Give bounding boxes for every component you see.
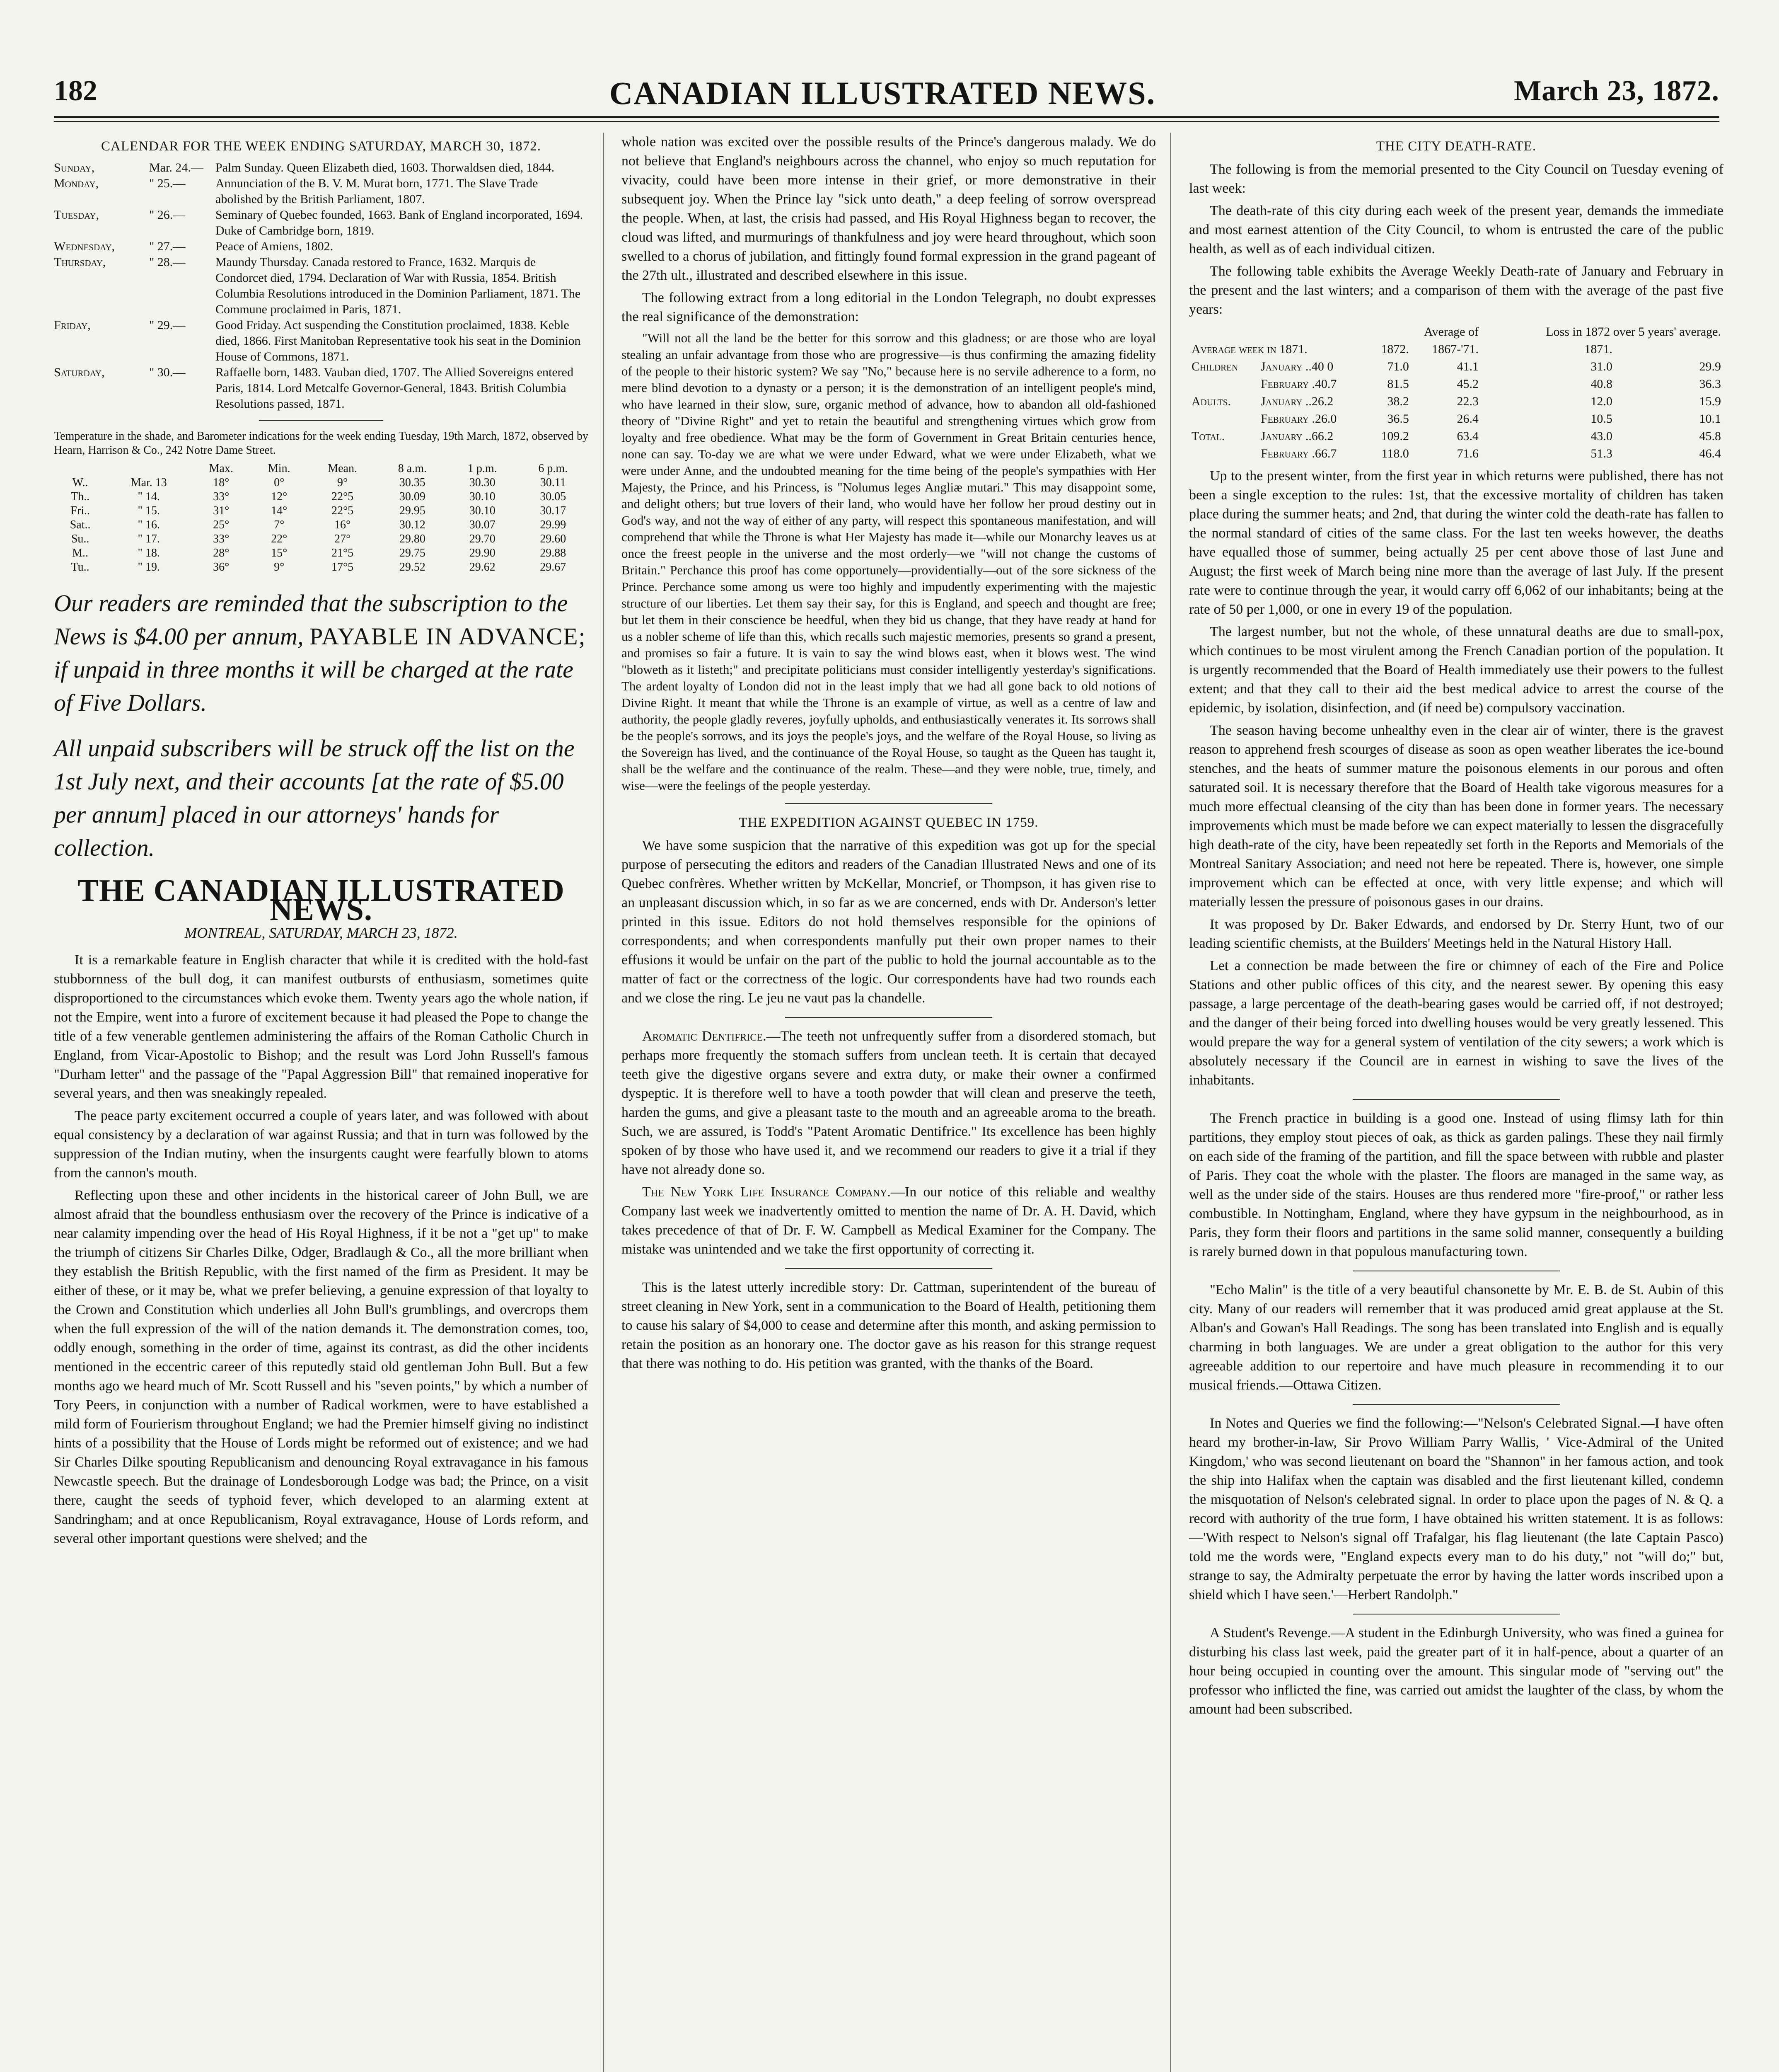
calendar-row [54, 317, 588, 365]
table-cell: January ..40 0 [1261, 360, 1334, 373]
calendar-day: Friday, [54, 318, 91, 332]
calendar-row [54, 160, 588, 176]
table-cell: 30.07 [469, 518, 496, 531]
table-cell: 36.5 [1387, 412, 1409, 426]
column-header: 1 p.m. [467, 462, 497, 475]
table-cell: Mar. 13 [131, 476, 167, 489]
table-cell: Tu.. [71, 561, 89, 574]
section-divider [259, 420, 383, 421]
table-cell: 15.9 [1699, 395, 1721, 408]
section-divider [785, 803, 992, 804]
table-cell: 12.0 [1590, 395, 1612, 408]
table-cell [1189, 375, 1258, 393]
calendar-date: " 25.— [149, 177, 186, 190]
table-cell: 22.3 [1457, 395, 1479, 408]
calendar-event: Annunciation of the B. V. M. Murat born, 1771. The Slave Trade abolished by the British Parliament, 1807. [215, 177, 538, 206]
table-header-row [1189, 341, 1723, 358]
calendar-heading: CALENDAR FOR THE WEEK ENDING SATURDAY, MARCH 30, 1872. [101, 139, 541, 154]
table-cell: 33° [213, 490, 230, 503]
calendar-day: Saturday, [54, 366, 105, 379]
column-header: Mean. [328, 462, 357, 475]
table-cell: " 15. [138, 504, 160, 517]
table-cell: 45.8 [1699, 429, 1721, 443]
table-cell: 29.67 [540, 561, 566, 574]
section-divider [1353, 1404, 1560, 1405]
calendar-event: Peace of Amiens, 1802. [215, 240, 334, 253]
table-cell: 30.11 [540, 476, 566, 489]
table-cell: 40.8 [1590, 377, 1612, 391]
table-cell: 41.1 [1457, 360, 1479, 373]
paragraph: The following table exhibits the Average Weekly Death-rate of January and February in the present and the last winters; and a comparison of them with the average of the past five years: [1189, 264, 1723, 317]
column-3 [1189, 133, 1723, 1722]
table-cell: 29.80 [399, 533, 425, 545]
table-cell: 12° [271, 490, 288, 503]
table-cell: 9° [337, 476, 348, 489]
table-cell: 7° [274, 518, 285, 531]
paragraph: "Echo Malin" is the title of a very beautiful chansonette by Mr. E. B. de St. Aubin of this city. Many of our readers will remember that it was produced amid great applause at the St. Alban's and Gowan's Hall Readings. The song has been translated into English and is equally charming in both languages. We are under a great obligation to the author for this very agreeable addition to our repertoire and have much pleasure in recommending it to our musical friends.—Ottawa Citizen. [1189, 1282, 1723, 1393]
table-cell: 30.12 [399, 518, 425, 531]
editorial-title: THE CANADIAN ILLUSTRATED NEWS. [77, 873, 565, 927]
paragraph: The following is from the memorial presented to the City Council on Tuesday evening of last week: [1189, 162, 1723, 196]
table-row [54, 532, 588, 546]
table-cell: 30.09 [399, 490, 425, 503]
table-cell: 109.2 [1381, 429, 1409, 443]
table-cell: 81.5 [1387, 377, 1409, 391]
table-cell: 9° [274, 561, 285, 574]
page-number: 182 [54, 75, 97, 107]
table-cell: 30.35 [399, 476, 425, 489]
column-divider [1170, 133, 1171, 2072]
table-cell: 10.5 [1590, 412, 1612, 426]
table-cell: 27° [334, 533, 351, 545]
table-cell: 30.17 [540, 504, 566, 517]
calendar-event: Good Friday. Act suspending the Constitution proclaimed, 1838. Keble died, 1866. First Manitoban Representative took his seat in the Dominion House of Commons, 1871. [215, 318, 581, 363]
notice-text: if unpaid in three months it will be charged at the rate of Five Dollars. [54, 656, 573, 716]
calendar-event: Raffaelle born, 1483. Vauban died, 1707. The Allied Sovereigns entered Paris, 1814. Lord Metcalfe Governor-General, 1843. British Columbia Resolutions passed, 1871. [215, 366, 573, 411]
table-cell: Adults. [1192, 395, 1231, 408]
calendar-event: Seminary of Quebec founded, 1663. Bank of England incorporated, 1694. Duke of Cambridge born, 1819. [215, 208, 583, 237]
table-cell: 29.75 [399, 547, 425, 559]
table-cell: 31.0 [1590, 360, 1612, 373]
table-cell: Total. [1192, 429, 1225, 443]
table-cell: 14° [271, 504, 288, 517]
death-rate-heading: THE CITY DEATH-RATE. [1376, 139, 1537, 154]
table-cell: 118.0 [1381, 447, 1409, 460]
paragraph: In Notes and Queries we find the following:—"Nelson's Celebrated Signal.—I have often heard my brother-in-law, Sir Provo William Parry Wallis, ' Vice-Admiral of the United Kingdom,' who was second lieutenant on board the "Shannon" in her famous action, and took the ship into Halifax when the captain was disabled and the first lieutenant killed, condemn the misquotation of Nelson's celebrated signal. In order to place upon the pages of N. & Q. a record with authority of the true form, I have obtained his written statement. It is as follows:—'With respect to Nelson's signal off Trafalgar, his flag lieutenant (the late Captain Pasco) told me the words were, "England expects every man to do his duty," not "will do;" but, strange to say, the Admiralty perpetuate the error by having the latter words inscribed upon a shield which I have seen.'—Herbert Randolph." [1189, 1416, 1723, 1602]
calendar-row [54, 239, 588, 254]
table-cell: 29.90 [469, 547, 496, 559]
table-row [54, 546, 588, 560]
column-header: 1872. [1381, 342, 1409, 356]
paragraph: The largest number, but not the whole, of these unnatural deaths are due to small-pox, which continues to be most virulent among the French Canadian portion of the population. It is urgently recommended that the Board of Health immediately use their powers to the fullest extent; and that they call to their aid the best medical advice to arrest the course of the epidemic, by isolation, disinfection, and (if need be) compulsory vaccination. [1189, 624, 1723, 716]
table-cell: Fri.. [70, 504, 90, 517]
item-text: —The teeth not unfrequently suffer from a disordered stomach, but perhaps more frequently the stomach suffers from unclean teeth. It is certain that decayed teeth give the digestive organs severe and extra duty, or make their owner a confirmed dyspeptic. It is therefore well to have a tooth powder that will clean and preserve the teeth, harden the gums, and give a pleasant taste to the mouth and an agreeable aroma to the breath. Such, we are assured, is Todd's "Patent Aromatic Dentifrice." Its excellence has been highly spoken of by those who have used it, and we recommend our readers to give it a trial if they have not already done so. [621, 1029, 1156, 1177]
issue-date: March 23, 1872. [1514, 75, 1719, 107]
table-cell: 43.0 [1590, 429, 1612, 443]
table-cell: 30.10 [469, 490, 496, 503]
masthead-rule-thin [54, 121, 1719, 122]
newspaper-title: CANADIAN ILLUSTRATED NEWS. [609, 75, 1156, 111]
table-cell: January ..66.2 [1261, 429, 1334, 443]
table-cell: M.. [72, 547, 89, 559]
column-header: Average week in 1871. [1192, 342, 1308, 356]
table-cell: 29.9 [1699, 360, 1721, 373]
paragraph: We have some suspicion that the narrative of this expedition was got up for the special purpose of persecuting the editors and readers of the Canadian Illustrated News and one of its Quebec confrères. Whether written by McKellar, Moncrief, or Thompson, it has given rise to an unpleasant discussion which, in so far as we are concerned, ends with Dr. Anderson's letter printed in this issue. Editors do not hold themselves responsible for the opinions of correspondents; and when correspondents manfully put their own proper names to their effusions it would be unfair on the part of the public to hold the journal accountable as to the matter of fact or the correctness of the logic. Our correspondents have had two rounds each and we close the ring. Le jeu ne vaut pas la chandelle. [621, 838, 1156, 1006]
table-cell: 15° [271, 547, 288, 559]
table-cell: 10.1 [1699, 412, 1721, 426]
table-row [54, 504, 588, 518]
column-divider [603, 133, 604, 2072]
temperature-caption: Temperature in the shade, and Barometer indications for the week ending Tuesday, 19th March, 1872, observed by Hearn, Harrison & Co., 242 Notre Dame Street. [54, 430, 588, 457]
table-cell: Sat.. [70, 518, 91, 531]
calendar-date: " 29.— [149, 318, 186, 332]
column-header: Min. [268, 462, 290, 475]
paragraph: A Student's Revenge.—A student in the Edinburgh University, who was fined a guinea for disturbing his class last week, paid the greater part of it in half-pence, about a quarter of an hour being occupied in counting over the amount. This singular mode of "serving out" the professor who inflicted the fine, was carried out amidst the laughter of the class, by whom the amount had been subscribed. [1189, 1625, 1723, 1717]
table-cell [1189, 410, 1258, 428]
death-rate-table [1189, 323, 1723, 462]
item-lead: Aromatic Dentifrice. [642, 1029, 766, 1044]
table-row [54, 560, 588, 574]
table-cell: 29.62 [469, 561, 496, 574]
paragraph: The season having become unhealthy even in the clear air of winter, there is the gravest reason to apprehend fresh scourges of disease as soon as open weather liberates the ice-bound stenches, and the heats of summer mature the poisonous elements in our porous and often saturated soil. It is necessary therefore that the Board of Health take vigorous measures for a much more effectual cleansing of the city than has been done in former years. The necessary improvements which must be made before we can expect materially to lessen the disgracefully high death-rate of the city, have been repeatedly set forth in the Reports and Memorials of the Montreal Sanitary Association; and need not here be repeated. There is, however, one simple improvement which can be effected at once, with very little expense; and which will materially lessen the pressure of poisonous gases in our drains. [1189, 723, 1723, 910]
paragraph: It is a remarkable feature in English character that while it is credited with the hold-fast stubbornness of the bull dog, it can manifest outbursts of enthusiasm, sometimes quite disproportioned to the circumstances which evoke them. Twenty years ago the whole nation, if not the Empire, went into a furore of excitement because it had pleased the Pope to change the title of a few venerable gentlemen administering the affairs of the Roman Catholic Church in England, from Vicar-Apostolic to Bishop; and the result was Lord John Russell's famous "Durham letter" and the passage of the "Papal Aggression Bill" that remained inoperative for several years, and then was sneakingly repealed. [54, 952, 588, 1101]
table-cell: 29.95 [399, 504, 425, 517]
column-header: Loss in 1872 over 5 years' average. [1546, 325, 1721, 339]
column-header: Average of [1424, 325, 1479, 339]
paragraph: The death-rate of this city during each week of the present year, demands the immediate and most earnest attention of the City Council, to whom is entrusted the care of the public health, as well as of each individual citizen. [1189, 203, 1723, 257]
table-cell: 31° [213, 504, 230, 517]
column-1 [54, 133, 588, 1552]
calendar-date: " 28.— [149, 255, 186, 269]
section-divider [1353, 1614, 1560, 1615]
paragraph: It was proposed by Dr. Baker Edwards, and endorsed by Dr. Sterry Hunt, two of our leading scientific chemists, at the Builders' Meetings held in the Natural History Hall. [1189, 917, 1723, 951]
table-cell: " 17. [138, 533, 160, 545]
notice-advance: PAYABLE IN ADVANCE; [309, 623, 586, 650]
table-cell: Th.. [71, 490, 90, 503]
dentifrice-item [621, 1027, 1156, 1179]
table-cell: 45.2 [1457, 377, 1479, 391]
section-divider [1353, 1099, 1560, 1100]
section-divider [785, 1017, 992, 1018]
calendar-event: Palm Sunday. Queen Elizabeth died, 1603. Thorwaldsen died, 1844. [215, 161, 555, 174]
calendar-list [54, 160, 588, 412]
calendar-row [54, 365, 588, 412]
paragraph: Up to the present winter, from the first year in which returns were published, there has not been a single exception to the rules: 1st, that the excessive mortality of children has taken place during the summer heats; and 2nd, that during the winter cold the death-rate has fallen to the normal standard of cities of the same class. For the last ten weeks however, the deaths have equalled those of summer, being actually 25 per cent above those of last June and August; the first week of March being nine more than the average of last July. If the present rate were to continue through the year, it would carry off 6,062 of our inhabitants; being at the rate of 50 per 1,000, or one in every 19 of the population. [1189, 468, 1723, 617]
calendar-date: " 27.— [149, 240, 186, 253]
notice-text: Our readers are reminded that the subscription to the News is $4.00 per annum, [54, 590, 568, 650]
table-cell: Su.. [71, 533, 89, 545]
calendar-row [54, 207, 588, 239]
table-row [1189, 358, 1723, 375]
paragraph: The French practice in building is a good one. Instead of using flimsy lath for thin partitions, they employ stout pieces of oak, as thick as garden palings. These they nail firmly on each side of the framing of the partition, and fill the space between with rubble and plaster of Paris. They coat the whole with the plaster. The floors are managed in the same way, as well as the under side of the stairs. Houses are thus rendered more "fire-proof," or rather less combustible. In Nottingham, England, where they have gypsum in the neighbourhood, as in Paris, they form their floors and partitions in the same solid manner, consequently a building is rarely burned down in that populous manufacturing town. [1189, 1111, 1723, 1259]
table-cell: February .66.7 [1261, 447, 1337, 460]
table-row [54, 476, 588, 490]
table-cell: 16° [334, 518, 351, 531]
section-divider [785, 1268, 992, 1269]
column-header: Max. [209, 462, 233, 475]
insurance-item [621, 1183, 1156, 1259]
table-cell: 22°5 [331, 490, 354, 503]
column-header [54, 462, 106, 476]
table-cell: 29.99 [540, 518, 566, 531]
quebec-heading: THE EXPEDITION AGAINST QUEBEC IN 1759. [739, 815, 1039, 830]
table-cell: 29.52 [399, 561, 425, 574]
column-header: 1871. [1584, 342, 1612, 356]
table-cell [1189, 445, 1258, 462]
calendar-date: " 30.— [149, 366, 186, 379]
paragraph: The peace party excitement occurred a couple of years later, and was followed with about equal consistency by a declaration of war against Russia; and that in turn was followed by the suppression of the Indian mutiny, when the insurgents caught were fearfully blown to atoms from the cannon's mouth. [54, 1108, 588, 1181]
calendar-event: Maundy Thursday. Canada restored to France, 1632. Marquis de Condorcet died, 1794. Declaration of War with Russia, 1854. British Columbia Resolutions introduced in the Dominion Parliament, 1871. The Commune proclaimed in Paris, 1871. [215, 255, 581, 316]
table-cell: 29.88 [540, 547, 566, 559]
table-cell: 38.2 [1387, 395, 1409, 408]
table-row [1189, 393, 1723, 410]
paragraph: whole nation was excited over the possible results of the Prince's dangerous malady. We do not believe that England's neighbours across the channel, who enjoy so much reputation for vivacity, could have been more intense in their grief, or more demonstrative in their subsequent joy. When the Prince lay "sick unto death," a deep feeling of sorrow overspread the people. When, at last, the crisis had passed, and His Royal Highness began to recover, the cloud was lifted, and murmurings of thankfulness and joy were heard throughout, which soon swelled to a chorus of jubilation, and fittingly found formal expression in the grand pageant of the 27th ult., illustrated and described elsewhere in this issue. [621, 134, 1156, 283]
table-row [1189, 445, 1723, 462]
table-cell: 30.05 [540, 490, 566, 503]
table-cell: 46.4 [1699, 447, 1721, 460]
table-cell: 22°5 [331, 504, 354, 517]
table-cell: 51.3 [1590, 447, 1612, 460]
table-cell: 28° [213, 547, 230, 559]
calendar-day: Monday, [54, 177, 99, 190]
table-cell: 29.60 [540, 533, 566, 545]
table-cell: 36° [213, 561, 230, 574]
item-lead: The New York Life Insurance Company. [642, 1184, 891, 1200]
table-cell: 18° [213, 476, 230, 489]
table-cell: " 14. [138, 490, 160, 503]
table-row [1189, 428, 1723, 445]
table-cell: 71.0 [1387, 360, 1409, 373]
temperature-table [54, 462, 588, 574]
quoted-extract: "Will not all the land be the better for this sorrow and this gladness; or are those who are loyal stealing an unfair advantage from those who are progressive—is thus confirming the amazing fidelity of the people to their historic system? We say "No," because here is no servile adherence to a form, no mere blind devotion to a dynasty or a person; it is the demonstration of an intelligent people's mind, who have learned in their slow, sure, organic method of advance, how to abandon all old-fashioned theory of "Divine Right" and yet to retain the beautiful and strengthening virtues which grow from loyalty and free obedience. What may be the form of Government in Great Britain centuries hence, none can say. To-day we are what we were under Edward, what we were under Elizabeth, what we were under Anne, and the undoubted meaning for the time being of the people's sympathies with Her Majesty, the Prince, and his Princess, is "Nolumus leges Angliæ mutari." This may disappoint some, and delight others; but true lovers of their land, who would have her follow her proud destiny out in God's way, and not the way of either of any party, will respect this spontaneous manifestation, and will comprehend that while the Throne is what Her Majesty has made it—while our Monarchy leaves us at once the freest people in the universe and the most orderly—we "will not change the customs of Britain." Perchance this proof has come opportunely—providentially—out of the sore sickness of the Prince. Perchance some among us were too highly and impudently experimenting with the majestic structure of our liberties. Let them say their say, for this is England, and speech and thought are free; but let them in their conscience be heedful, when they bid us change, that they have ready at hand for us a nobler scheme of life than this, which recalls such majestic memories, presents so grand a present, and promises so fair a future. It is vain to say the wind blows east, when it blows west. The wind "bloweth as it listeth;" and precipitate politicians must consider intelligently yesterday's significations. The ardent loyalty of London did not in the least imply that we had all gone back to old notions of Divine Right. It meant that while the Throne is an example of virtue, as well as a centre of law and authority, the people gladly reveres, joyfully upholds, and enthusiastically venerates it. Its sorrows shall be the people's sorrows, and its joys the people's joys, and the welfare of the Royal House, so living as the Sovereign has lived, and the continuance of the Royal House, so taught as the Queen has taught it, shall be the welfare and the continuance of the realm. These—and they were noble, true, timely, and wise—were the feelings of the people yesterday. [621, 331, 1156, 793]
masthead [54, 70, 1719, 116]
table-cell: January ..26.2 [1261, 395, 1334, 408]
column-2 [621, 133, 1156, 1377]
table-cell: " 16. [138, 518, 160, 531]
column-header: 1867-'71. [1432, 342, 1479, 356]
table-cell: 26.4 [1457, 412, 1479, 426]
table-cell: 25° [213, 518, 230, 531]
subscription-notice [54, 587, 588, 719]
calendar-date: Mar. 24.— [149, 161, 203, 174]
calendar-day: Thursday, [54, 255, 106, 269]
column-header [106, 462, 191, 476]
paragraph: This is the latest utterly incredible story: Dr. Cattman, superintendent of the bureau of street cleaning in New York, sent in a communication to the Board of Health, petitioning them to cause his salary of $4,000 to cease and determine after this month, and asking permission to retain the position as an honorary one. The doctor gave as his reason for this strange request that there was nothing to do. His petition was granted, with the thanks of the Board. [621, 1280, 1156, 1371]
table-cell: 30.30 [469, 476, 496, 489]
table-cell: W.. [72, 476, 88, 489]
table-header-row [54, 462, 588, 476]
table-row [54, 518, 588, 532]
table-row [54, 490, 588, 504]
table-row [1189, 410, 1723, 428]
column-header: 6 p.m. [538, 462, 568, 475]
paragraph: Let a connection be made between the fire or chimney of each of the Fire and Police Stations and other public offices of this city, and the nearest sewer. By opening this easy passage, a large percentage of the death-bearing gases would be carried off, if not destroyed; and the danger of their being forced into dwelling houses would be very greatly lessened. This would prepare the way for a general system of ventilation of the city sewers; a work which is absolutely necessary if the Council are in earnest in wishing to save the lives of the inhabitants. [1189, 958, 1723, 1088]
unpaid-notice: All unpaid subscribers will be struck off the list on the 1st July next, and their accounts [at the rate of $5.00 per annum] placed in our attorneys' hands for collection. [54, 735, 575, 861]
table-cell: 33° [213, 533, 230, 545]
masthead-rule [54, 116, 1719, 118]
table-cell: February .40.7 [1261, 377, 1337, 391]
paragraph: Reflecting upon these and other incidents in the historical career of John Bull, we are almost afraid that the boundless enthusiasm over the recovery of the Prince is indicative of a near calamity impending over the head of His Royal Highness, if it be not a "get up" to make the triumph of citizens Sir Charles Dilke, Odger, Bradlaugh & Co., all the more brilliant when they establish the British Republic, with the first named of the firm as President. It may be either of these, or it may be, what we prefer believing, a genuine expression of that loyalty to the Crown and Constitution which underlies all John Bull's grumblings, and overcrops them when the full expression of the will of the nation demands it. The demonstration comes, too, oddly enough, something in the order of time, against its contrast, as did the other incidents mentioned in the eccentric career of this reputedly staid old gentleman John Bull. But a few months ago we heard much of Mr. Scott Russell and his "seven points," by which a number of Tory Peers, in conjunction with a number of Radical workmen, were to have established a mild form of Fourierism throughout England; we had the Premier himself giving no indistinct hints of a possibility that the House of Lords might be reformed out of existence; and we had Sir Charles Dilke spouting Republicanism and denouncing Royal extravagance in his famous Newcastle speech. But the drainage of Londesborough Lodge was bad; the Prince, on a visit there, caught the seeds of typhoid fever, which developed to an alarming extent at Sandringham; and at once Republicanism, Royal extravagance, House of Lords reform, and several other important questions were shelved; and the [54, 1188, 588, 1546]
calendar-date: " 26.— [149, 208, 186, 222]
calendar-day: Sunday, [54, 161, 95, 174]
column-header: 8 a.m. [398, 462, 427, 475]
table-cell: " 19. [138, 561, 160, 574]
table-header-row [1189, 323, 1723, 341]
table-cell: " 18. [138, 547, 160, 559]
calendar-row [54, 176, 588, 207]
table-cell: 29.70 [469, 533, 496, 545]
table-cell: 36.3 [1699, 377, 1721, 391]
table-cell: February .26.0 [1261, 412, 1337, 426]
table-cell: Children [1192, 360, 1238, 373]
table-cell: 21°5 [331, 547, 354, 559]
table-cell: 63.4 [1457, 429, 1479, 443]
table-cell: 30.10 [469, 504, 496, 517]
calendar-day: Wednesday, [54, 240, 115, 253]
calendar-row [54, 254, 588, 317]
table-cell: 17°5 [331, 561, 354, 574]
editorial-dateline: MONTREAL, SATURDAY, MARCH 23, 1872. [184, 925, 458, 941]
table-cell: 22° [271, 533, 288, 545]
table-row [1189, 375, 1723, 393]
table-cell: 71.6 [1457, 447, 1479, 460]
paragraph: The following extract from a long editorial in the London Telegraph, no doubt expresses the real significance of the demonstration: [621, 290, 1156, 324]
item-text: —In our notice of this reliable and wealthy Company last week we inadvertently omitted to mention the name of Dr. A. H. David, which takes precedence of that of Dr. F. W. Campbell as Medical Examiner for the Company. The mistake was unintended and we take the first opportunity of correcting it. [621, 1184, 1156, 1257]
table-cell: 0° [274, 476, 285, 489]
calendar-day: Tuesday, [54, 208, 99, 222]
